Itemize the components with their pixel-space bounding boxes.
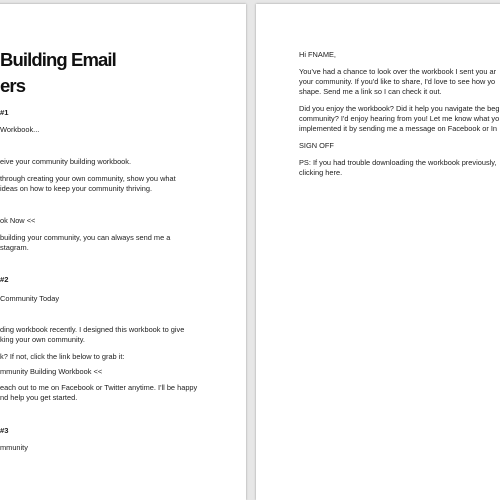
email-1-body-line: eive your community building workbook. [0,157,132,166]
document-title-line-2: ers [0,75,26,96]
paragraph-2-line: community? I'd enjoy hearing from you! Let me know what yo [299,114,500,123]
paragraph-2-line: Did you enjoy the workbook? Did it help you navigate the beg [299,104,500,113]
email-1-subject: Workbook... [0,125,40,134]
email-2-closing-line: each out to me on Facebook or Twitter anytime. I'll be happy [0,383,198,392]
email-2-subject: Community Today [0,294,60,303]
postscript-line: clicking here. [299,168,343,177]
email-3-label: #3 [0,426,9,435]
postscript-line: PS: If you had trouble downloading the workbook previously, [299,158,497,167]
paragraph-2-line: implemented it by sending me a message on Facebook or In [299,124,498,133]
email-2-body-line: ding workbook recently. I designed this workbook to give [0,325,185,334]
email-1-body-line: ideas on how to keep your community thriving. [0,184,152,193]
sign-off: SIGN OFF [299,141,334,150]
email-1-link: ok Now << [0,216,36,225]
document-page-right [256,4,500,500]
email-2-question: k? If not, click the link below to grab it: [0,352,125,361]
document-page-left [0,4,246,500]
paragraph-1-line: You've had a chance to look over the workbook I sent you ar [299,67,497,76]
email-3-subject: mmunity [0,443,28,452]
email-1-closing-line: building your community, you can always send me a [0,233,171,242]
email-1-body-line: through creating your own community, show you what [0,174,176,183]
email-1-closing-line: stagram. [0,243,29,252]
email-1-label: #1 [0,108,9,117]
email-2-body-line: king your own community. [0,335,85,344]
document-title-line-1: Building Email [0,49,116,70]
paragraph-1-line: your community. If you'd like to share, I'd love to see how yo [299,77,496,86]
greeting: Hi FNAME, [299,50,336,59]
email-2-link: mmunity Building Workbook << [0,367,103,376]
email-2-label: #2 [0,275,9,284]
paragraph-1-line: shape. Send me a link so I can check it out. [299,87,442,96]
email-2-closing-line: nd help you get started. [0,393,78,402]
